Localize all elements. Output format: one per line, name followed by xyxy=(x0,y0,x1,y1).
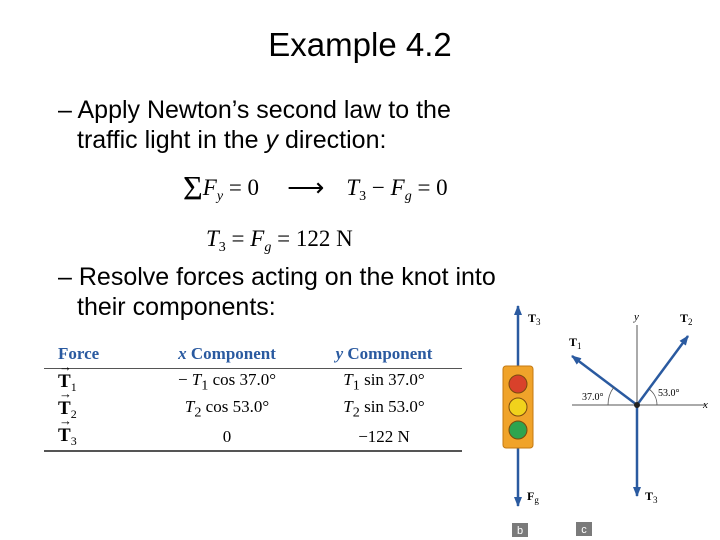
vector-sub: 2 xyxy=(70,406,77,421)
header-var: x xyxy=(178,344,187,363)
rest: cos 53.0° xyxy=(201,397,270,417)
eq-text: = 122 N xyxy=(271,226,353,251)
x-component-cell: 0 xyxy=(222,426,232,446)
knot-point xyxy=(634,402,640,408)
green-light-icon xyxy=(509,421,527,439)
eq-sub: 3 xyxy=(359,189,367,204)
bullet-dash: – xyxy=(58,263,72,291)
y-component-cell: −122 N xyxy=(358,426,410,446)
t2-label: $T_2$ xyxy=(680,311,693,327)
red-light-icon xyxy=(509,375,527,393)
eq-var: F xyxy=(202,175,217,200)
var: T xyxy=(191,370,202,390)
bullet-text: traffic light in the xyxy=(77,126,266,154)
vector-sub: 3 xyxy=(70,433,77,448)
header-var: y xyxy=(335,344,344,363)
yellow-light-icon xyxy=(509,398,527,416)
eq-var: T xyxy=(346,175,360,200)
eq-text: = 0 xyxy=(411,175,448,200)
bullet-line: Resolve forces acting on the knot into xyxy=(78,263,496,291)
t3-label: $T_3$ xyxy=(645,489,658,505)
eq-sub: g xyxy=(264,240,272,255)
sub: 2 xyxy=(194,404,202,421)
vector-letter: T xyxy=(58,370,71,392)
eq-text: = xyxy=(225,226,251,251)
sub: 1 xyxy=(201,377,209,394)
rest: sin 53.0° xyxy=(359,397,425,417)
eq-text: − xyxy=(366,175,391,200)
eq-var: F xyxy=(390,175,405,200)
angle-label-37: 37.0° xyxy=(582,392,604,403)
rest: cos 37.0° xyxy=(208,370,277,390)
angle-label-53: 53.0° xyxy=(658,388,680,399)
eq-var: T xyxy=(206,226,219,251)
figure-c-tag-label: c xyxy=(581,524,587,536)
eq-sub: y xyxy=(216,189,224,204)
var: T xyxy=(343,370,353,390)
sigma-symbol: Σ xyxy=(183,170,203,207)
sub: 1 xyxy=(352,377,360,394)
header-text: Component xyxy=(186,344,276,363)
bullet-var-y: y xyxy=(265,126,279,154)
header-text: Component xyxy=(343,344,433,363)
vector-sub: 1 xyxy=(70,379,77,394)
implies-arrow-icon: ⟶ xyxy=(287,173,325,202)
slide-title: Example 4.2 xyxy=(268,26,452,63)
y-axis-label: y xyxy=(634,311,639,323)
vector-letter: T xyxy=(58,397,71,419)
x-axis-label: x xyxy=(703,399,708,411)
vector-letter: T xyxy=(58,424,71,446)
bullet-dash: – xyxy=(58,96,72,124)
bullet-text: direction: xyxy=(278,126,387,154)
eq-text: = 0 xyxy=(223,175,260,200)
sign: − xyxy=(177,370,192,390)
eq-sub: g xyxy=(404,189,412,204)
eq-sub: 3 xyxy=(218,240,226,255)
bullet-line-2: their components: xyxy=(77,293,276,321)
sub: 2 xyxy=(352,404,360,421)
angle-arc-53 xyxy=(649,389,657,405)
var: T xyxy=(184,397,195,417)
t1-label: $T_1$ xyxy=(569,335,582,351)
rest: sin 37.0° xyxy=(359,370,425,390)
figure-b-tag-label: b xyxy=(516,525,524,537)
bullet-line: Apply Newton’s second law to the xyxy=(77,96,451,124)
var: T xyxy=(343,397,353,417)
angle-arc-37 xyxy=(608,387,614,405)
fg-label: $F_g$ xyxy=(527,489,539,505)
eq-var: F xyxy=(250,226,265,251)
t3-label: $T_3$ xyxy=(528,311,541,327)
figure-b-traffic-light xyxy=(503,306,541,537)
header-force: Force xyxy=(58,344,100,363)
figure-c-free-body-diagram xyxy=(569,311,708,536)
